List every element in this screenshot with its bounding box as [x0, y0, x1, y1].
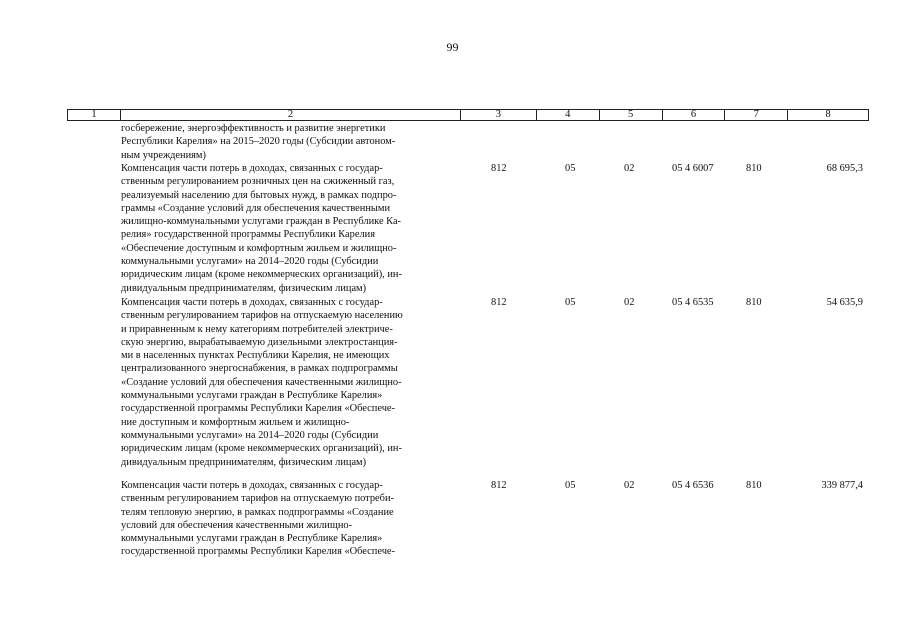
column-header-7: 7: [725, 110, 788, 120]
row-3-description: Компенсация части потерь в доходах, связанных с государ- ственным регулированием тарифов на отпускаемую потреби- телям тепловую энергию, в рамках подпрограммы «Создание условий для обеспечения качественными жилищно- коммунальными услугами граждан в Республике Карелия» государственной программы Республики Карелия «Обеспече-: [121, 480, 396, 558]
row-2-col-4: 05: [565, 297, 576, 308]
column-header-8: 8: [825, 109, 831, 120]
row-3-col-3: 812: [491, 480, 507, 491]
row-3-col-7: 810: [746, 480, 762, 491]
row-2-col-7: 810: [746, 297, 762, 308]
column-header-6: 6: [663, 110, 726, 120]
row-1-col-6: 05 4 6007: [672, 163, 714, 174]
table-header-row: [67, 109, 869, 121]
row-2-col-8: 54 635,9: [826, 297, 863, 308]
page-number: 99: [446, 40, 459, 54]
row-3-col-4: 05: [565, 480, 576, 491]
row-1-col-5: 02: [624, 163, 635, 174]
column-header-3: 3: [461, 110, 537, 120]
continuation-description: госбережение, энергоэффективность и развитие энергетики Республики Карелия» на 2015–2020 годы (Субсидии автоном- ным учреждениям): [121, 123, 396, 161]
row-3-col-5: 02: [624, 480, 635, 491]
row-1-col-4: 05: [565, 163, 576, 174]
column-header-4: 4: [537, 110, 600, 120]
row-1-description: Компенсация части потерь в доходах, связанных с государ- ственным регулированием розничных цен на сжиженный газ, реализуемый населению для бытовых нужд, в рамках подпро- граммы «Создание условий для обеспечения качественными жилищно-коммунальными услугами граждан в Республике Ка- релия» государственной программы Республики Карелия «Обеспечение доступным и комфортным жильем и жилищно- коммунальными услугами» на 2014–2020 годы (Субсидии юридическим лицам (кроме некоммерческих организаций), ин- дивидуальным предпринимателям, физическим лицам): [121, 163, 402, 294]
column-header-2: 2: [121, 110, 461, 120]
row-1-col-7: 810: [746, 163, 762, 174]
row-2-col-5: 02: [624, 297, 635, 308]
column-header-1: 1: [68, 110, 121, 120]
row-2-col-3: 812: [491, 297, 507, 308]
row-2-description: Компенсация части потерь в доходах, связанных с государ- ственным регулированием тарифов на отпускаемую населению и приравненным к нему категориям потребителей электриче- скую энергию, вырабатываемую дизельными электростанция- ми в населенных пунктах Республики Карелия, не имеющих централизованного энергоснабжения, в рамках подпрограммы «Создание условий для обеспечения качественными жилищно- коммунальными услугами граждан в Республике Карелия» государственной программы Республики Карелия «Обеспече- ние доступным и комфортным жильем и жилищно- коммунальными услугами» на 2014–2020 годы (Субсидии юридическим лицам (кроме некоммерческих организаций), ин- дивидуальным предпринимателям, физическим лицам): [121, 297, 403, 468]
row-1-col-8: 68 695,3: [826, 163, 863, 174]
row-2-col-6: 05 4 6535: [672, 297, 714, 308]
row-3-col-6: 05 4 6536: [672, 480, 714, 491]
row-1-col-3: 812: [491, 163, 507, 174]
row-3-col-8: 339 877,4: [821, 480, 863, 491]
column-header-5: 5: [600, 110, 663, 120]
